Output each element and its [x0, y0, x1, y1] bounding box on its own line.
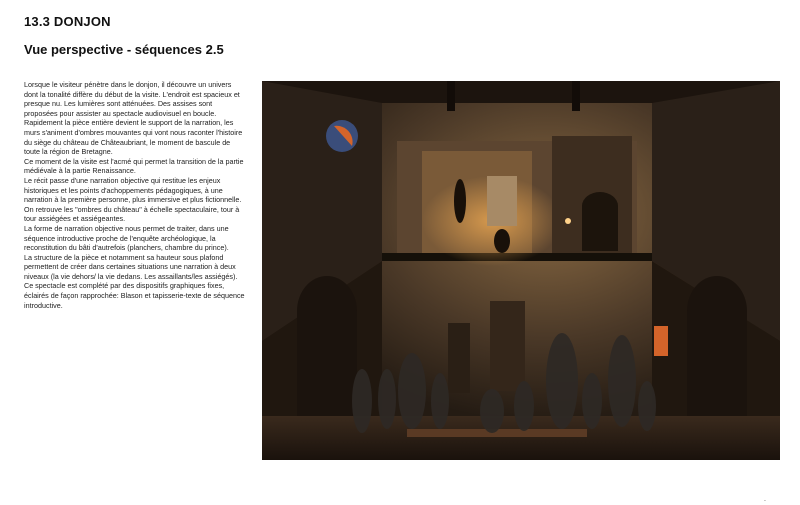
- paragraph: Ce spectacle est complété par des dispositifs graphiques fixes, éclairés de façon rapprochée: Blason et tapisserie-texte de séquence introductive.: [24, 281, 245, 310]
- paragraph: Le récit passe d'une narration objective qui restitue les enjeux historiques et les points d'achoppements pédagogiques, à une narration à la première personne, plus immersive et plus fictionnelle. On retrouve les "ombres du château" à échelle spectaculaire, tour à tour assiégées et assiégeantes.: [24, 175, 242, 224]
- perspective-render-image: [262, 81, 780, 460]
- paragraph: Rapidement la pièce entière devient le support de la narration, les murs s'animent d'ombres mouvantes qui vont nous raconter l'histoire du siège du château de Châteaubriant, le moment de bascule de toute la région de Bretagne.: [24, 118, 243, 157]
- page-mark: .: [764, 496, 766, 503]
- paragraph: Lorsque le visiteur pénètre dans le donjon, il découvre un univers dont la tonalité diffère du début de la visite. L'endroit est spacieux et presque nu. Les lumières sont atténuées. Des assises sont proposées pour assister au spectacle audiovisuel en boucle.: [24, 80, 240, 118]
- paragraph: La forme de narration objective nous permet de traiter, dans une séquence introductive proche de l'enquête archéologique, la reconstitution du bâti d'autrefois (planchers, chambre du prince).: [24, 223, 229, 253]
- page-subtitle: Vue perspective - séquences 2.5: [24, 42, 224, 57]
- paragraph: La structure de la pièce et notamment sa hauteur sous plafond permettent de créer dans certaines situations une narration à deux niveaux (la vie dehors/ la vie dedans. Les assaillants/les assiégés).: [24, 252, 238, 281]
- section-title: 13.3 DONJON: [24, 14, 111, 29]
- description-text: [24, 80, 246, 310]
- paragraph: Ce moment de la visite est l'acmé qui permet la transition de la partie médiévale à la partie Renaissance.: [24, 156, 244, 176]
